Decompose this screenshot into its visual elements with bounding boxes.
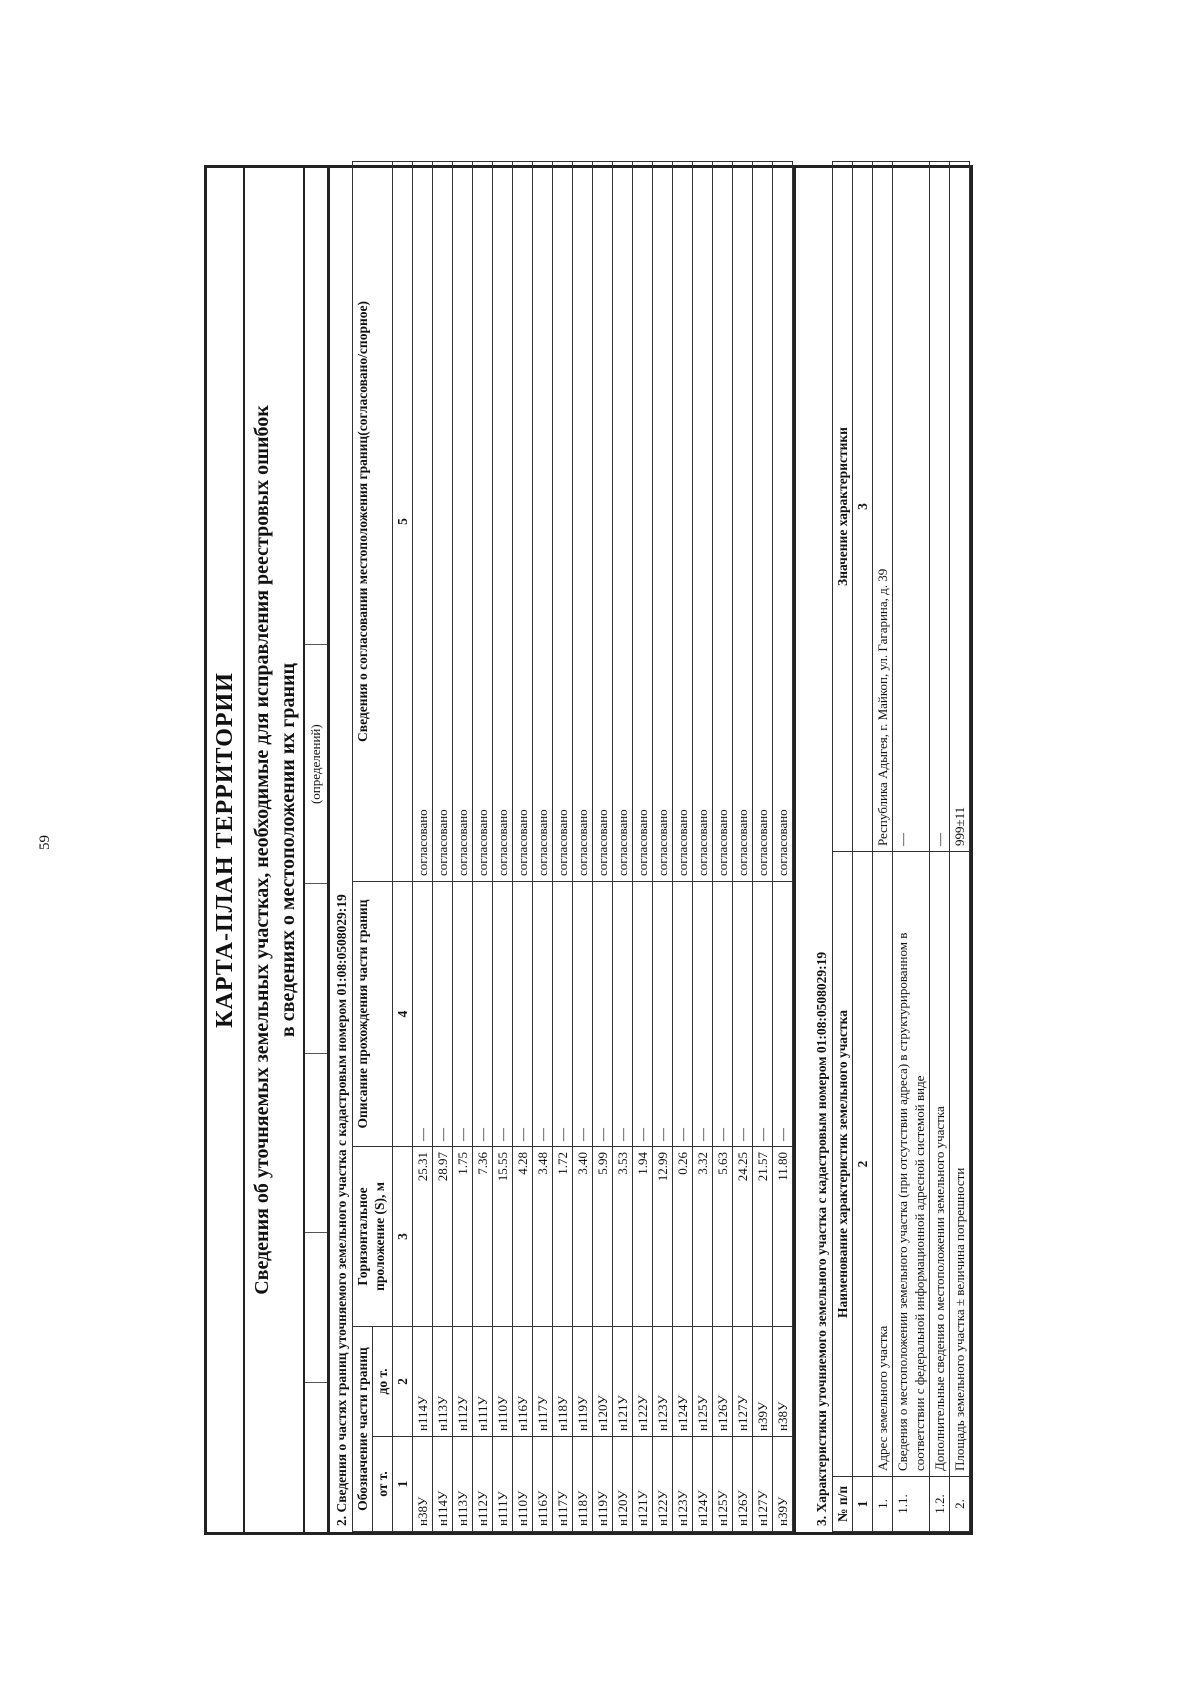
column-number: 2 xyxy=(853,852,873,1477)
header-agreement: Сведения о согласовании местоположения границ(согласовано/спорное) xyxy=(353,161,393,881)
document-title: КАРТА-ПЛАН ТЕРРИТОРИИ xyxy=(207,168,245,1532)
section-2-title: 2. Сведения о частях границ уточняемого земельного участка с кадастровым номером 01:08:0508029:19 xyxy=(334,894,349,1526)
cell-from: н121У xyxy=(633,1437,653,1532)
cell-to: н119У xyxy=(573,1326,593,1436)
cell-description: — xyxy=(713,881,733,1146)
column-number-row xyxy=(393,161,413,1531)
section-3-title: 3. Характеристики уточняемого земельного участка с кадастровым номером 01:08:0508029:19 xyxy=(814,951,829,1526)
cell-distance: 25.31 xyxy=(413,1146,433,1326)
cell-name: Площадь земельного участка ± величина погрешности xyxy=(950,852,970,1477)
cell-agreement: согласовано xyxy=(633,161,653,881)
definitions-cell xyxy=(305,1382,327,1532)
table-row xyxy=(713,161,733,1531)
cell-agreement: согласовано xyxy=(693,161,713,881)
column-number: 4 xyxy=(393,881,413,1146)
cell-value: — xyxy=(893,162,930,852)
cell-description: — xyxy=(413,881,433,1146)
cell-num: 1.2. xyxy=(930,1477,950,1532)
cell-num: 1. xyxy=(873,1477,893,1532)
column-number: 1 xyxy=(393,1437,413,1532)
cell-distance: 5.99 xyxy=(593,1146,613,1326)
cell-from: н113У xyxy=(453,1437,473,1532)
cell-description: — xyxy=(473,881,493,1146)
table-row xyxy=(733,161,753,1531)
cell-to: н112У xyxy=(453,1326,473,1436)
cell-to: н126У xyxy=(713,1326,733,1436)
cell-from: н127У xyxy=(753,1437,773,1532)
cell-agreement: согласовано xyxy=(473,161,493,881)
cell-description: — xyxy=(653,881,673,1146)
characteristics-body xyxy=(873,162,970,1532)
header-description: Описание прохождения части границ xyxy=(353,881,393,1146)
cell-agreement: согласовано xyxy=(713,161,733,881)
cell-distance: 3.32 xyxy=(693,1146,713,1326)
column-number: 5 xyxy=(393,161,413,881)
cell-agreement: согласовано xyxy=(593,161,613,881)
document-subtitle xyxy=(245,168,305,1532)
definitions-cell xyxy=(305,168,327,644)
cell-description: — xyxy=(633,881,653,1146)
cell-distance: 1.94 xyxy=(633,1146,653,1326)
cell-name: Сведения о местоположении земельного участка (при отсутствии адреса) в структурированном в соответствии с федеральной информационной адресной системой виде xyxy=(893,852,930,1477)
cell-distance: 3.53 xyxy=(613,1146,633,1326)
cell-description: — xyxy=(673,881,693,1146)
cell-to: н116У xyxy=(513,1326,533,1436)
cell-distance: 3.40 xyxy=(573,1146,593,1326)
table-row xyxy=(493,161,513,1531)
cell-distance: 1.72 xyxy=(553,1146,573,1326)
cell-from: н124У xyxy=(693,1437,713,1532)
table-row xyxy=(773,161,793,1531)
cell-to: н111У xyxy=(473,1326,493,1436)
cell-to: н117У xyxy=(533,1326,553,1436)
cell-description: — xyxy=(733,881,753,1146)
section-separator xyxy=(793,168,810,1532)
definitions-cell xyxy=(305,883,327,1053)
table-row xyxy=(893,162,930,1532)
table-row xyxy=(453,161,473,1531)
table-row xyxy=(613,161,633,1531)
cell-to: н123У xyxy=(653,1326,673,1436)
cell-from: н119У xyxy=(593,1437,613,1532)
table-row xyxy=(930,162,950,1532)
subtitle-line-2: в сведениях о местоположении их границ xyxy=(277,662,299,1038)
cell-description: — xyxy=(613,881,633,1146)
boundary-parts-table xyxy=(352,161,793,1532)
cell-distance: 5.63 xyxy=(713,1146,733,1326)
cell-value: 999±11 xyxy=(950,162,970,852)
subtitle-line-1: Сведения об уточняемых земельных участках, необходимые для исправления реестровых ошибок xyxy=(251,405,273,1295)
page-number: 59 xyxy=(37,835,53,850)
cell-description: — xyxy=(573,881,593,1146)
cell-agreement: согласовано xyxy=(673,161,693,881)
cell-from: н114У xyxy=(433,1437,453,1532)
cell-description: — xyxy=(513,881,533,1146)
cell-from: н111У xyxy=(493,1437,513,1532)
table-row xyxy=(573,161,593,1531)
cell-description: — xyxy=(693,881,713,1146)
cell-from: н117У xyxy=(553,1437,573,1532)
table-row xyxy=(633,161,653,1531)
table-header-row xyxy=(833,162,853,1532)
cell-name: Дополнительные сведения о местоположении земельного участка xyxy=(930,852,950,1477)
cell-to: н120У xyxy=(593,1326,613,1436)
cell-distance: 4.28 xyxy=(513,1146,533,1326)
rotated-document-sheet xyxy=(204,165,1106,1535)
cell-to: н118У xyxy=(553,1326,573,1436)
cell-agreement: согласовано xyxy=(553,161,573,881)
cell-agreement: согласовано xyxy=(493,161,513,881)
cell-agreement: согласовано xyxy=(613,161,633,881)
column-number: 3 xyxy=(853,162,873,852)
definitions-label: (определений) xyxy=(305,644,327,883)
cell-agreement: согласовано xyxy=(433,161,453,881)
cell-from: н116У xyxy=(533,1437,553,1532)
cell-description: — xyxy=(533,881,553,1146)
definitions-cell xyxy=(305,1232,327,1382)
table-row xyxy=(533,161,553,1531)
cell-distance: 11.80 xyxy=(773,1146,793,1326)
table-row xyxy=(693,161,713,1531)
table-row xyxy=(950,162,970,1532)
cell-from: н126У xyxy=(733,1437,753,1532)
table-row xyxy=(473,161,493,1531)
document-frame xyxy=(204,165,973,1535)
cell-from: н120У xyxy=(613,1437,633,1532)
cell-from: н123У xyxy=(673,1437,693,1532)
characteristics-table xyxy=(832,161,970,1532)
cell-from: н122У xyxy=(653,1437,673,1532)
header-designation: Обозначение части границ xyxy=(353,1326,373,1531)
cell-to: н113У xyxy=(433,1326,453,1436)
cell-agreement: согласовано xyxy=(733,161,753,881)
cell-to: н114У xyxy=(413,1326,433,1436)
cell-description: — xyxy=(553,881,573,1146)
column-number: 2 xyxy=(393,1326,413,1436)
definitions-row xyxy=(305,168,330,1532)
cell-from: н110У xyxy=(513,1437,533,1532)
cell-agreement: согласовано xyxy=(653,161,673,881)
cell-to: н121У xyxy=(613,1326,633,1436)
column-number-row xyxy=(853,162,873,1532)
cell-to: н125У xyxy=(693,1326,713,1436)
cell-agreement: согласовано xyxy=(753,161,773,881)
cell-description: — xyxy=(753,881,773,1146)
cell-agreement: согласовано xyxy=(533,161,553,881)
cell-description: — xyxy=(433,881,453,1146)
cell-distance: 28.97 xyxy=(433,1146,453,1326)
cell-to: н127У xyxy=(733,1326,753,1436)
cell-value: — xyxy=(930,162,950,852)
column-number: 1 xyxy=(853,1477,873,1532)
header-distance: Горизонтальное проложение (S), м xyxy=(353,1146,393,1326)
cell-distance: 24.25 xyxy=(733,1146,753,1326)
cell-to: н39У xyxy=(753,1326,773,1436)
header-num: № п/п xyxy=(833,1477,853,1532)
table-row xyxy=(653,161,673,1531)
cell-distance: 3.48 xyxy=(533,1146,553,1326)
table-row xyxy=(433,161,453,1531)
table-row xyxy=(873,162,893,1532)
cell-distance: 12.99 xyxy=(653,1146,673,1326)
cell-distance: 0.26 xyxy=(673,1146,693,1326)
cell-from: н112У xyxy=(473,1437,493,1532)
cell-agreement: согласовано xyxy=(513,161,533,881)
cell-to: н110У xyxy=(493,1326,513,1436)
cell-distance: 15.55 xyxy=(493,1146,513,1326)
cell-to: н122У xyxy=(633,1326,653,1436)
cell-agreement: согласовано xyxy=(773,161,793,881)
header-from: от т. xyxy=(373,1437,393,1532)
table-header-row xyxy=(353,161,373,1531)
table-row xyxy=(593,161,613,1531)
definitions-cell xyxy=(305,1053,327,1233)
cell-from: н125У xyxy=(713,1437,733,1532)
cell-value: Республика Адыгея, г. Майкоп, ул. Гагарина, д. 39 xyxy=(873,162,893,852)
cell-num: 2. xyxy=(950,1477,970,1532)
cell-agreement: согласовано xyxy=(573,161,593,881)
cell-distance: 21.57 xyxy=(753,1146,773,1326)
header-value: Значение характеристики xyxy=(833,162,853,852)
cell-description: — xyxy=(593,881,613,1146)
cell-to: н38У xyxy=(773,1326,793,1436)
header-name: Наименование характеристик земельного участка xyxy=(833,852,853,1477)
boundary-parts-body xyxy=(413,161,793,1531)
cell-num: 1.1. xyxy=(893,1477,930,1532)
cell-from: н38У xyxy=(413,1437,433,1532)
table-row xyxy=(513,161,533,1531)
table-row xyxy=(673,161,693,1531)
cell-distance: 7.36 xyxy=(473,1146,493,1326)
cell-name: Адрес земельного участка xyxy=(873,852,893,1477)
cell-description: — xyxy=(773,881,793,1146)
table-row xyxy=(753,161,773,1531)
column-number: 3 xyxy=(393,1146,413,1326)
cell-agreement: согласовано xyxy=(453,161,473,881)
table-row xyxy=(413,161,433,1531)
cell-from: н118У xyxy=(573,1437,593,1532)
cell-to: н124У xyxy=(673,1326,693,1436)
header-to: до т. xyxy=(373,1326,393,1436)
cell-from: н39У xyxy=(773,1437,793,1532)
cell-agreement: согласовано xyxy=(413,161,433,881)
cell-description: — xyxy=(493,881,513,1146)
cell-description: — xyxy=(453,881,473,1146)
table-row xyxy=(553,161,573,1531)
cell-distance: 1.75 xyxy=(453,1146,473,1326)
